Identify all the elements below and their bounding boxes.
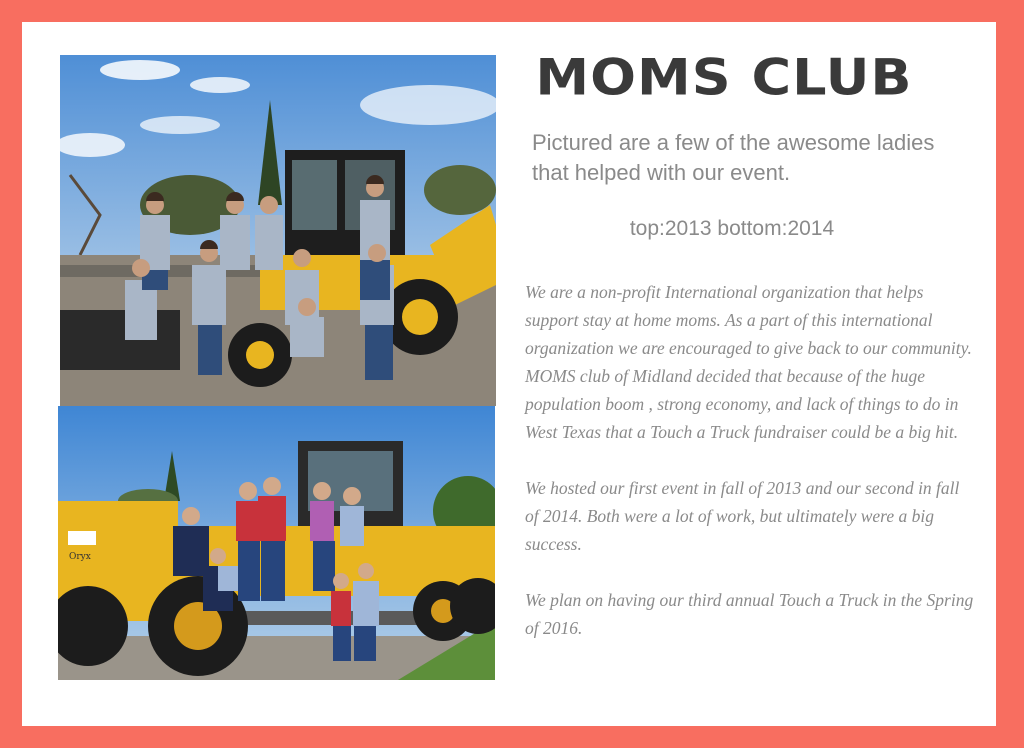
body-paragraph-about: We are a non-profit International organization that helps support stay at home moms. As a part of this international organization we are encouraged to give back to our community. MOMS club of Midland decided that because of the huge population boom , strong economy, and lack of things to do in West Texas that a Touch a Truck fundraiser could be a big hit. <box>525 282 981 442</box>
body-paragraph-events: We hosted our first event in fall of 2013 and our second in fall of 2014. Both were a lot of work, but ultimately were a big success. <box>525 478 964 554</box>
photo-years-note: top:2013 bottom:2014 <box>629 217 835 240</box>
oryx-sign-label: Oryx <box>69 552 91 562</box>
body-text <box>525 278 981 670</box>
flyer-card <box>22 22 996 726</box>
photo-caption: Pictured are a few of the awesome ladies that helped with our event. <box>532 130 935 185</box>
page-title: MOMS CLUB <box>535 48 913 107</box>
photo-2013-backhoe <box>60 55 496 406</box>
photo-2014-grader <box>58 406 495 680</box>
body-paragraph-plans: We plan on having our third annual Touch a Truck in the Spring of 2016. <box>525 590 978 638</box>
